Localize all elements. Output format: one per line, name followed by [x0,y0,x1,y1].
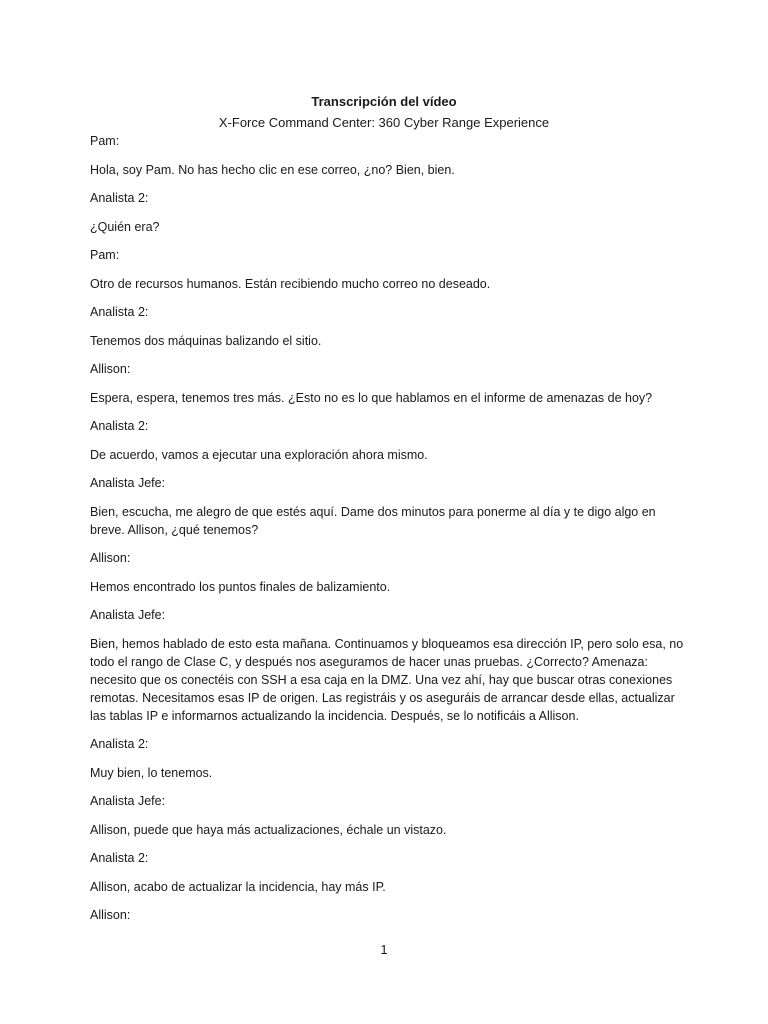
speaker-label: Analista Jefe: [90,794,166,808]
dialogue-line: Tenemos dos máquinas balizando el sitio. [90,333,322,348]
speaker-label: Allison: [90,362,131,376]
dialogue-line: Espera, espera, tenemos tres más. ¿Esto no es lo que hablamos en el informe de amenazas de hoy? [90,390,653,405]
dialogue-line: De acuerdo, vamos a ejecutar una exploración ahora mismo. [90,447,428,462]
dialogue-line: Otro de recursos humanos. Están recibiendo mucho correo no deseado. [90,276,491,291]
dialogue-line: ¿Quién era? [90,219,160,234]
speaker-label: Analista 2: [90,851,149,865]
speaker-label: Allison: [90,551,131,565]
speaker-label: Analista 2: [90,419,149,433]
dialogue-line: Bien, hemos hablado de esto esta mañana. Continuamos y bloqueamos esa dirección IP, pero solo esa, no todo el rango de Clase C, y después nos aseguramos de hacer unas pruebas. ¿Correcto? Amenaza: necesito que os conectéis con SSH a esa caja en la DMZ. Una vez ahí, hay que buscar otras conexiones remotas. Necesitamos esas IP de origen. Las registráis y os aseguráis de arrancar desde ellas, actualizar las tablas IP e informarnos actualizando la incidencia. Después, se lo notificáis a Allison. [90,636,684,723]
speaker-label: Analista 2: [90,737,149,751]
dialogue-line: Muy bien, lo tenemos. [90,765,213,780]
transcript-body [90,132,690,935]
speaker-label: Allison: [90,908,131,922]
dialogue-line: Hemos encontrado los puntos finales de balizamiento. [90,579,391,594]
speaker-label: Pam: [90,248,120,262]
dialogue-line: Allison, acabo de actualizar la incidencia, hay más IP. [90,879,386,894]
speaker-label: Analista Jefe: [90,608,166,622]
speaker-label: Analista Jefe: [90,476,166,490]
dialogue-line: Hola, soy Pam. No has hecho clic en ese correo, ¿no? Bien, bien. [90,162,455,177]
speaker-label: Analista 2: [90,305,149,319]
speaker-label: Analista 2: [90,191,149,205]
speaker-label: Pam: [90,134,120,148]
page-number: 1 [380,942,388,957]
document-subtitle: X-Force Command Center: 360 Cyber Range Experience [218,115,550,130]
dialogue-line: Bien, escucha, me alegro de que estés aquí. Dame dos minutos para ponerme al día y te digo algo en breve. Allison, ¿qué tenemos? [90,504,656,537]
dialogue-line: Allison, puede que haya más actualizaciones, échale un vistazo. [90,822,447,837]
document-title: Transcripción del vídeo [311,94,457,109]
